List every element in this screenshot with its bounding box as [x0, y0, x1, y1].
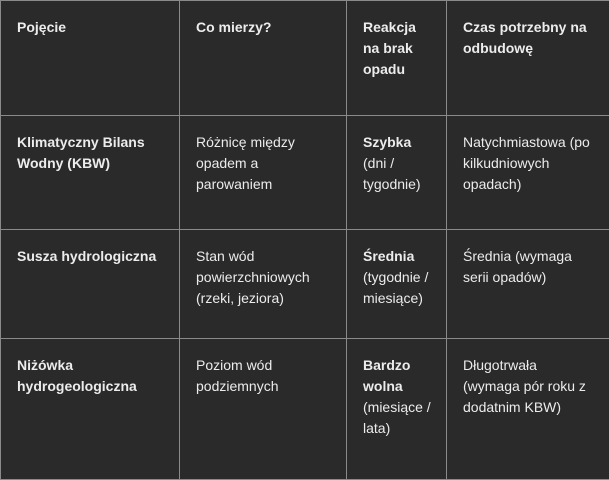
cell-concept: Niżówka hydrogeologiczna: [1, 339, 180, 480]
cell-recovery: Natychmiastowa (po kilkudniowych opadach): [447, 116, 609, 230]
cell-concept: Klimatyczny Bilans Wodny (KBW): [1, 116, 180, 230]
cell-reaction: [347, 116, 447, 230]
cell-measures: Stan wód powierzchniowych (rzeki, jeziora): [180, 230, 347, 339]
header-concept: Pojęcie: [1, 1, 180, 116]
cell-recovery: Długotrwała (wymaga pór roku z dodatnim KBW): [447, 339, 609, 480]
reaction-speed: Szybka: [363, 132, 432, 153]
reaction-timeframe: (tygodnie / miesiące): [363, 267, 432, 309]
reaction-timeframe: (miesiące / lata): [363, 397, 432, 439]
table-row: [1, 116, 609, 230]
reaction-timeframe: (dni / tygodnie): [363, 153, 432, 195]
cell-reaction: [347, 339, 447, 480]
table-row: [1, 230, 609, 339]
table-header-row: [1, 1, 609, 116]
cell-measures: Poziom wód podziemnych: [180, 339, 347, 480]
cell-reaction: [347, 230, 447, 339]
header-reaction: Reakcja na brak opadu: [347, 1, 447, 116]
cell-recovery: Średnia (wymaga serii opadów): [447, 230, 609, 339]
header-measures: Co mierzy?: [180, 1, 347, 116]
reaction-speed: Średnia: [363, 246, 432, 267]
cell-measures: Różnicę między opadem a parowaniem: [180, 116, 347, 230]
cell-concept: Susza hydrologiczna: [1, 230, 180, 339]
table-row: [1, 339, 609, 480]
header-recovery: Czas potrzebny na odbudowę: [447, 1, 609, 116]
reaction-speed: Bardzo wolna: [363, 355, 432, 397]
